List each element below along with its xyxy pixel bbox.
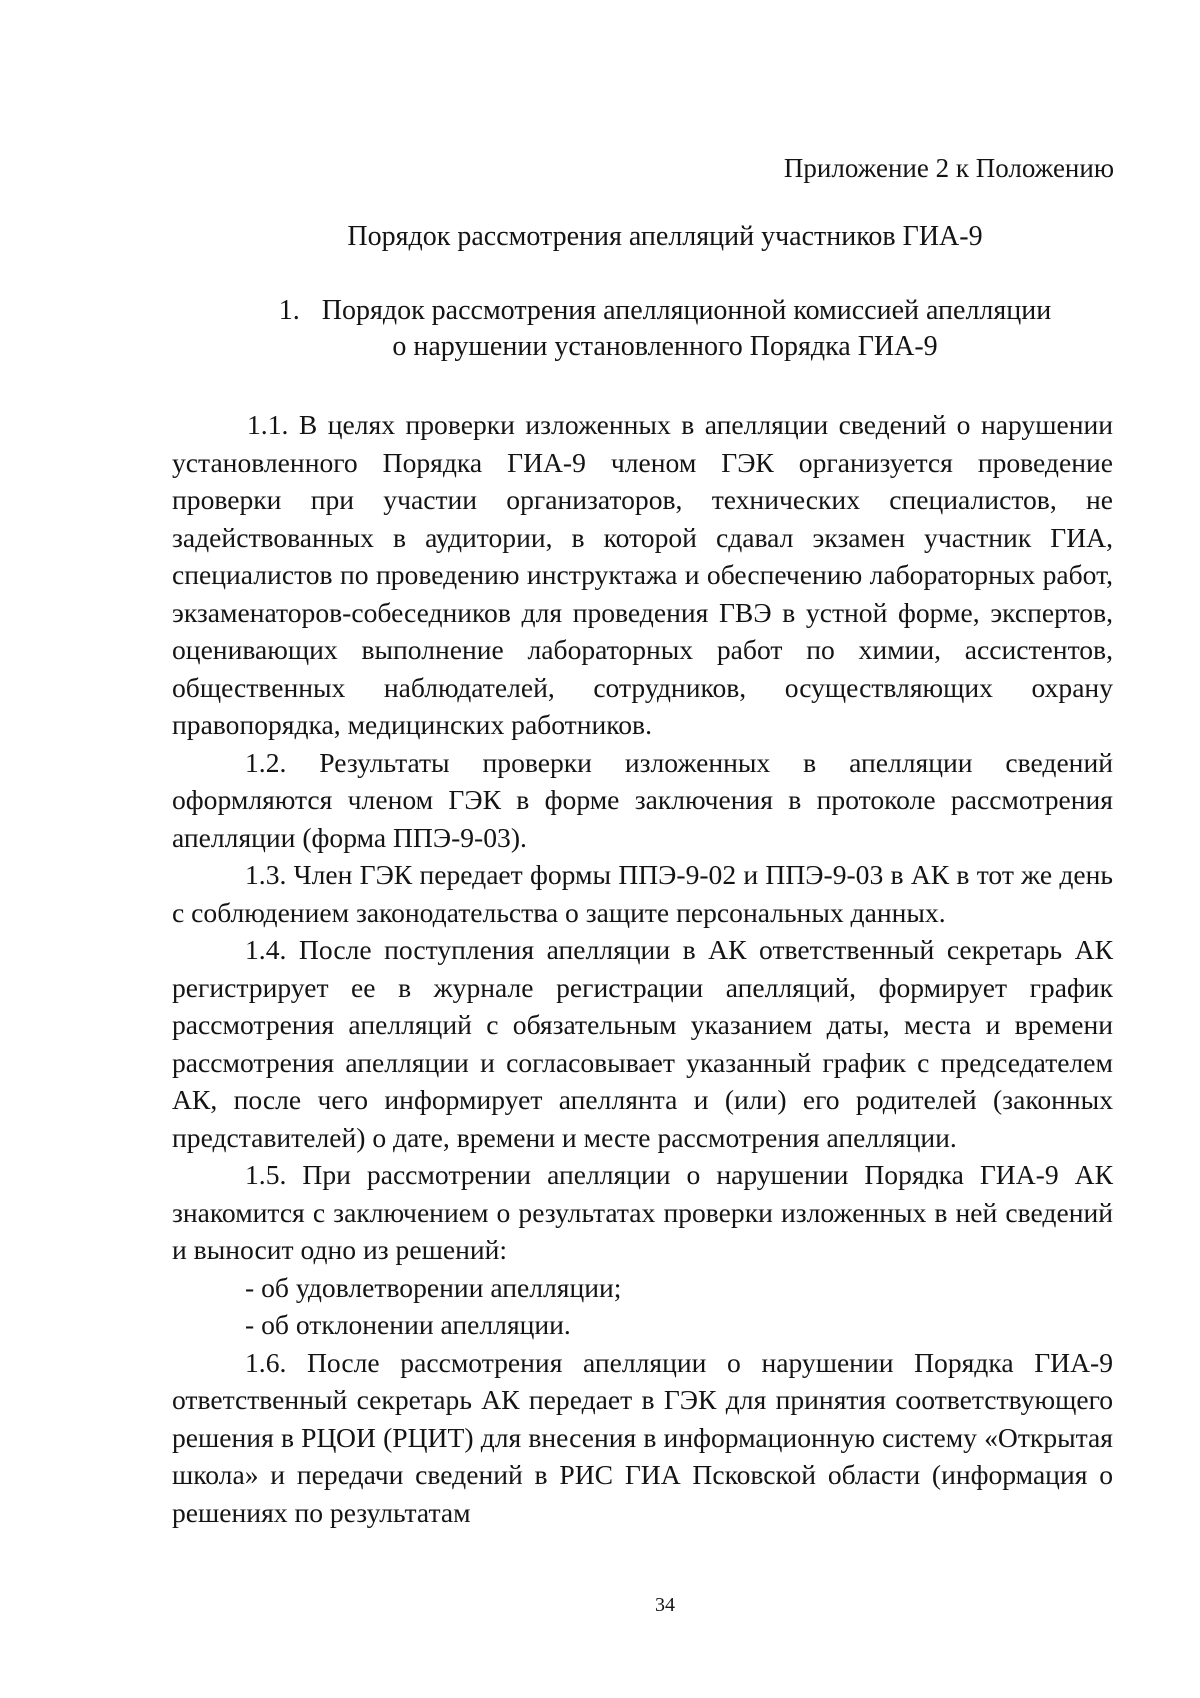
appendix-label: Приложение 2 к Положению (783, 153, 1114, 183)
section-title-line-1 (0, 293, 1200, 329)
section-title-line-2: о нарушении установленного Порядка ГИА-9 (392, 331, 938, 362)
paragraph-1-4: 1.4. После поступления апелляции в АК ответственный секретарь АК регистрирует ее в журнале регистрации апелляций, формирует график рассмотрения апелляций с обязательным указанием даты, места и времени рассмотрения апелляции и согласовывает указанный график с председателем АК, после чего информирует апеллянта и (или) его родителей (законных представителей) о дате, времени и месте рассмотрения апелляции. (172, 934, 1113, 1153)
paragraph-1-3: 1.3. Член ГЭК передает формы ППЭ-9-02 и ППЭ-9-03 в АК в тот же день с соблюдением законодательства о защите персональных данных. (172, 859, 1113, 928)
decision-option-reject: - об отклонении апелляции. (245, 1309, 571, 1340)
paragraph-1-6: 1.6. После рассмотрения апелляции о нарушении Порядка ГИА-9 ответственный секретарь АК передает в ГЭК для принятия соответствующего решения в РЦОИ (РЦИТ) для внесения в информационную систему «Открытая школа» и передачи сведений в РИС ГИА Псковской области (информация о решениях по результатам (172, 1346, 1113, 1528)
document-title: Порядок рассмотрения апелляций участников ГИА-9 (347, 221, 983, 252)
page-number: 34 (655, 1594, 675, 1616)
section-title (0, 293, 1200, 365)
paragraph-1-5: 1.5. При рассмотрении апелляции о нарушении Порядка ГИА-9 АК знакомится с заключением о результатах проверки изложенных в ней сведений и выносит одно из решений: (172, 1159, 1113, 1265)
paragraph-1-1: 1.1. В целях проверки изложенных в апелляции сведений о нарушении установленного Порядка ГИА-9 членом ГЭК организуется проведение проверки при участии организаторов, технических специалистов, не задействованных в аудитории, в которой сдавал экзамен участник ГИА, специалистов по проведению инструктажа и обеспечению лабораторных работ, экзаменаторов-собеседников для проведения ГВЭ в устной форме, экспертов, оценивающих выполнение лабораторных работ по химии, ассистентов, общественных наблюдателей, сотрудников, осуществляющих охрану правопорядка, медицинских работников. (172, 409, 1113, 740)
section-title-text-1: Порядок рассмотрения апелляционной комиссией апелляции (321, 295, 1052, 326)
body-text (172, 406, 1113, 1531)
section-number: 1. (278, 295, 300, 326)
paragraph-1-2: 1.2. Результаты проверки изложенных в апелляции сведений оформляются членом ГЭК в форме заключения в протоколе рассмотрения апелляции (форма ППЭ-9-03). (172, 746, 1113, 853)
decision-option-satisfy: - об удовлетворении апелляции; (245, 1271, 622, 1303)
